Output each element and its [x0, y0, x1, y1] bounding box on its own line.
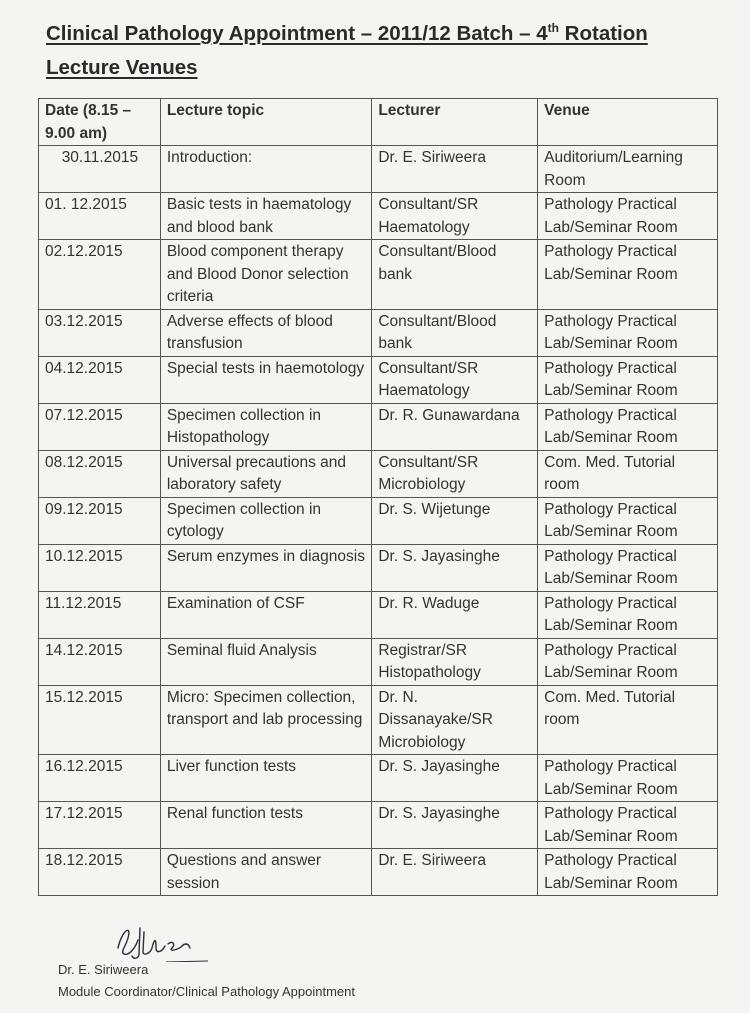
- cell-lecturer: Dr. S. Jayasinghe: [372, 755, 538, 802]
- cell-lecture-topic: Liver function tests: [160, 755, 372, 802]
- header-date: Date (8.15 – 9.00 am): [39, 99, 161, 146]
- cell-venue: Pathology Practical Lab/Seminar Room: [538, 849, 718, 896]
- cell-date: 18.12.2015: [39, 849, 161, 896]
- table-row: [39, 146, 718, 193]
- cell-venue: Auditorium/Learning Room: [538, 146, 718, 193]
- cell-date: 11.12.2015: [39, 591, 161, 638]
- cell-lecturer: Dr. R. Waduge: [372, 591, 538, 638]
- cell-venue: Pathology Practical Lab/Seminar Room: [538, 638, 718, 685]
- cell-date: 14.12.2015: [39, 638, 161, 685]
- header-lecture-topic: Lecture topic: [160, 99, 372, 146]
- cell-date: 09.12.2015: [39, 497, 161, 544]
- table-row: [39, 755, 718, 802]
- cell-venue: Com. Med. Tutorial room: [538, 685, 718, 755]
- document-title: [46, 18, 648, 83]
- cell-date: 03.12.2015: [39, 309, 161, 356]
- cell-lecture-topic: Blood component therapy and Blood Donor selection criteria: [160, 240, 372, 310]
- cell-lecture-topic: Specimen collection in cytology: [160, 497, 372, 544]
- cell-venue: Pathology Practical Lab/Seminar Room: [538, 591, 718, 638]
- cell-venue: Pathology Practical Lab/Seminar Room: [538, 356, 718, 403]
- cell-date: 16.12.2015: [39, 755, 161, 802]
- table-row: [39, 849, 718, 896]
- header-lecturer: Lecturer: [372, 99, 538, 146]
- cell-lecture-topic: Universal precautions and laboratory safety: [160, 450, 372, 497]
- cell-lecture-topic: Questions and answer session: [160, 849, 372, 896]
- cell-lecturer: Consultant/Blood bank: [372, 240, 538, 310]
- cell-lecture-topic: Renal function tests: [160, 802, 372, 849]
- cell-lecture-topic: Special tests in haemotology: [160, 356, 372, 403]
- table-row: [39, 802, 718, 849]
- table-row: [39, 685, 718, 755]
- cell-date: 07.12.2015: [39, 403, 161, 450]
- table-row: [39, 193, 718, 240]
- cell-venue: Pathology Practical Lab/Seminar Room: [538, 309, 718, 356]
- cell-lecturer: Consultant/SR Haematology: [372, 193, 538, 240]
- table-body: [39, 146, 718, 896]
- cell-lecture-topic: Seminal fluid Analysis: [160, 638, 372, 685]
- cell-venue: Com. Med. Tutorial room: [538, 450, 718, 497]
- cell-date: 17.12.2015: [39, 802, 161, 849]
- cell-lecture-topic: Serum enzymes in diagnosis: [160, 544, 372, 591]
- table-row: [39, 591, 718, 638]
- cell-date: 04.12.2015: [39, 356, 161, 403]
- cell-lecturer: Consultant/SR Haematology: [372, 356, 538, 403]
- table-row: [39, 309, 718, 356]
- table-row: [39, 403, 718, 450]
- cell-lecture-topic: Examination of CSF: [160, 591, 372, 638]
- cell-lecturer: Registrar/SR Histopathology: [372, 638, 538, 685]
- cell-lecturer: Dr. S. Jayasinghe: [372, 802, 538, 849]
- title-line-1: Clinical Pathology Appointment – 2011/12 Batch – 4th Rotation: [46, 21, 648, 45]
- table-row: [39, 497, 718, 544]
- lecture-venues-table: [38, 98, 718, 896]
- title-line-2: Lecture Venues: [46, 56, 198, 79]
- cell-venue: Pathology Practical Lab/Seminar Room: [538, 403, 718, 450]
- cell-venue: Pathology Practical Lab/Seminar Room: [538, 497, 718, 544]
- header-venue: Venue: [538, 99, 718, 146]
- cell-date: 15.12.2015: [39, 685, 161, 755]
- cell-lecture-topic: Adverse effects of blood transfusion: [160, 309, 372, 356]
- cell-lecture-topic: Micro: Specimen collection, transport and lab processing: [160, 685, 372, 755]
- cell-lecturer: Dr. S. Jayasinghe: [372, 544, 538, 591]
- table-header-row: [39, 99, 718, 146]
- table-row: [39, 356, 718, 403]
- cell-lecturer: Dr. S. Wijetunge: [372, 497, 538, 544]
- table-row: [39, 638, 718, 685]
- cell-venue: Pathology Practical Lab/Seminar Room: [538, 193, 718, 240]
- cell-venue: Pathology Practical Lab/Seminar Room: [538, 544, 718, 591]
- cell-lecturer: Dr. E. Siriweera: [372, 146, 538, 193]
- table-row: [39, 544, 718, 591]
- cell-date: 01. 12.2015: [39, 193, 161, 240]
- cell-lecturer: Dr. N. Dissanayake/SR Microbiology: [372, 685, 538, 755]
- cell-venue: Pathology Practical Lab/Seminar Room: [538, 755, 718, 802]
- cell-lecture-topic: Specimen collection in Histopathology: [160, 403, 372, 450]
- cell-lecture-topic: Basic tests in haematology and blood bank: [160, 193, 372, 240]
- handwritten-signature: [110, 918, 210, 962]
- cell-lecturer: Dr. E. Siriweera: [372, 849, 538, 896]
- cell-lecturer: Dr. R. Gunawardana: [372, 403, 538, 450]
- signatory-role: Module Coordinator/Clinical Pathology Appointment: [58, 984, 356, 999]
- cell-venue: Pathology Practical Lab/Seminar Room: [538, 802, 718, 849]
- cell-date: 08.12.2015: [39, 450, 161, 497]
- cell-date: 02.12.2015: [39, 240, 161, 310]
- table-row: [39, 240, 718, 310]
- cell-lecture-topic: Introduction:: [160, 146, 372, 193]
- cell-date: 30.11.2015: [39, 146, 161, 193]
- cell-lecturer: Consultant/Blood bank: [372, 309, 538, 356]
- cell-date: 10.12.2015: [39, 544, 161, 591]
- signatory-name: Dr. E. Siriweera: [58, 962, 149, 977]
- cell-venue: Pathology Practical Lab/Seminar Room: [538, 240, 718, 310]
- table-row: [39, 450, 718, 497]
- cell-lecturer: Consultant/SR Microbiology: [372, 450, 538, 497]
